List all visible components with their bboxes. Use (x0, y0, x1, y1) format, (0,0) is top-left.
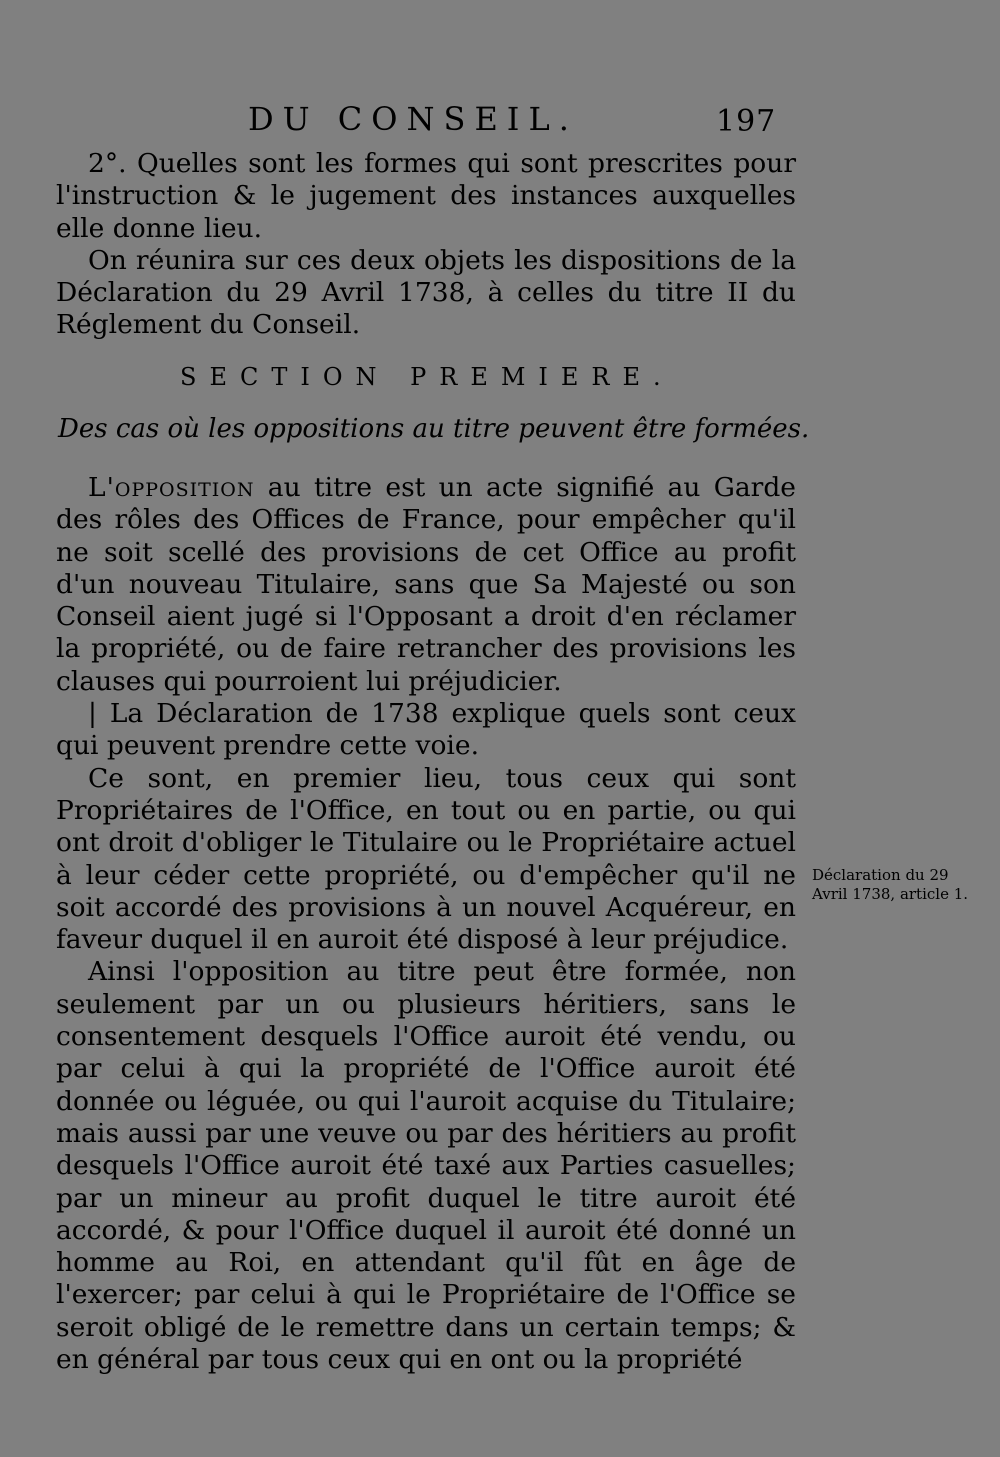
page-number: 197 (716, 104, 777, 139)
margin-note: Déclaration du 29 Avril 1738, article 1. (812, 866, 969, 903)
intro-paragraph-2: On réunira sur ces deux objets les dispositions de la Déclaration du 29 Avril 1738, à celles du titre II du Réglement du Conseil. (56, 244, 796, 341)
body-paragraph-1 (56, 472, 796, 698)
body-paragraph-2: | La Déclaration de 1738 explique quels sont ceux qui peuvent prendre cette voie. (56, 698, 796, 762)
section-subtitle: Des cas où les oppositions au titre peuvent être formées. (58, 414, 810, 444)
section-title: SECTION PREMIERE. (180, 363, 674, 391)
body-paragraph-4: Ainsi l'opposition au titre peut être formée, non seulement par un ou plusieurs héritiers, sans le consentement desquels l'Office auroit été vendu, ou par celui à qui la propriété de l'Office auroit été donnée ou léguée, ou qui l'auroit acquise du Titulaire; mais aussi par une veuve ou par des héritiers au profit desquels l'Office auroit été taxé aux Parties casuelles; par un mineur au profit duquel le titre auroit été accordé, & pour l'Office duquel il auroit été donné un homme au Roi, en attendant qu'il fût en âge de l'exercer; par celui à qui le Propriétaire de l'Office se seroit obligé de le remettre dans un certain temps; & en général par tous ceux qui en ont ou la propriété (56, 956, 796, 1376)
body-paragraph-3: Ce sont, en premier lieu, tous ceux qui sont Propriétaires de l'Office, en tout ou en partie, ou qui ont droit d'obliger le Titulaire ou le Propriétaire actuel à leur céder cette propriété, ou d'empêcher qu'il ne soit accordé des provisions à un nouvel Acquéreur, en faveur duquel il en auroit été disposé à leur préjudice. (56, 762, 796, 956)
body-text (56, 472, 796, 1376)
body-paragraph-1-text: au titre est un acte signifié au Garde des rôles des Offices de France, pour empêcher qu'il ne soit scellé des provisions de cet Office au profit d'un nouveau Titulaire, sans que Sa Majesté ou son Conseil aient jugé si l'Opposant a droit d'en réclamer la propriété, ou de faire retrancher des provisions les clauses qui pourroient lui préjudicier. (56, 472, 796, 697)
intro-text (56, 148, 796, 342)
running-title: DU CONSEIL. (248, 100, 578, 138)
intro-paragraph-1: 2°. Quelles sont les formes qui sont prescrites pour l'instruction & le jugement des instances auxquelles elle donne lieu. (56, 148, 796, 244)
lead-word: L'opposition (88, 472, 255, 503)
